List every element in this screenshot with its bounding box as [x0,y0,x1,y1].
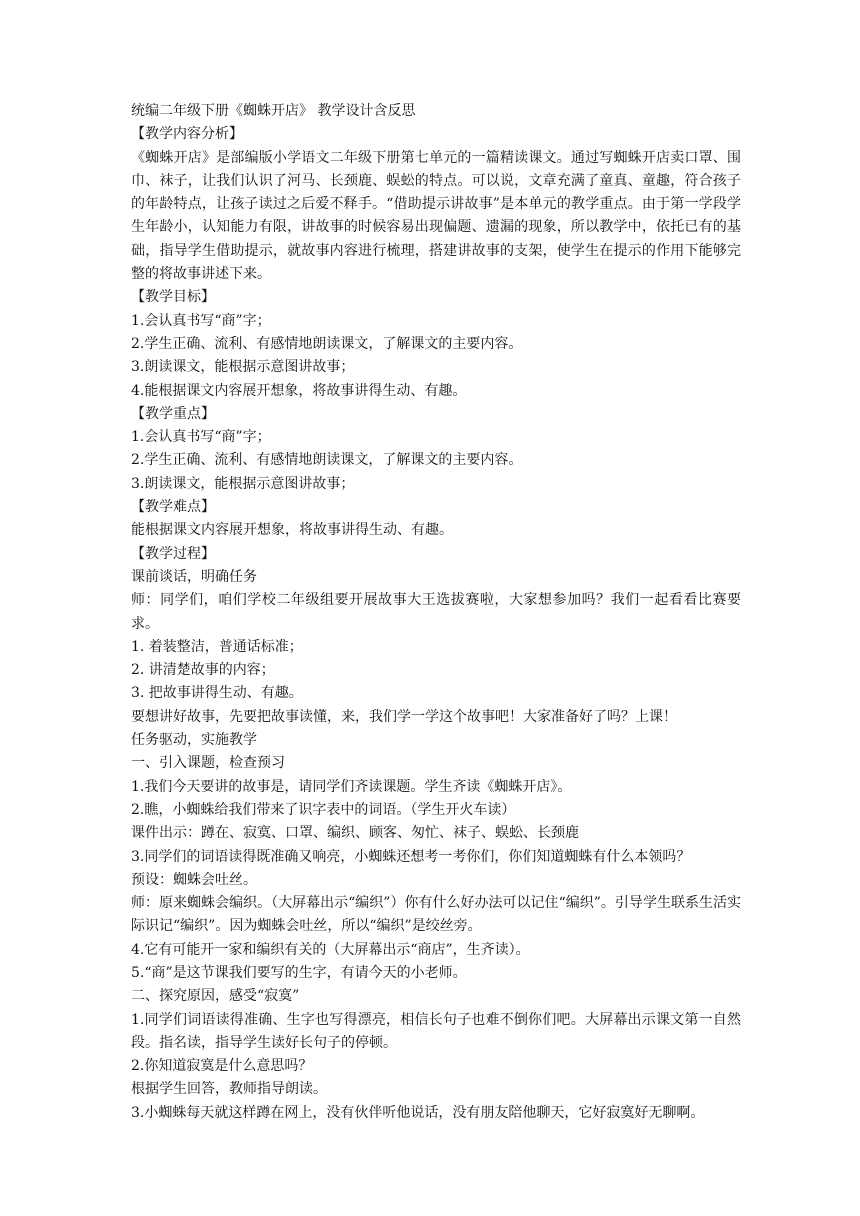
process-line: 4.它有可能开一家和编织有关的（大屏幕出示“商店”，生齐读）。 [131,941,530,958]
process-line: 一、引入课题，检查预习 [131,755,285,772]
key-point-item: 3.朗读课文，能根据示意图讲故事； [131,475,355,492]
process-line: 1. 着装整洁，普通话标准； [131,638,303,655]
key-point-item: 1.会认真书写“商”字； [131,429,271,446]
document-title: 统编二年级下册《蜘蛛开店》 教学设计含反思 [131,103,416,119]
process-line: 任务驱动，实施教学 [131,732,257,749]
process-line: 预设：蜘蛛会吐丝。 [131,871,257,888]
content-analysis-paragraph: 《蜘蛛开店》是部编版小学语文二年级下册第七单元的一篇精读课文。通过写蜘蛛开店卖口罩、围巾、袜子，让我们认识了河马、长颈鹿、蜈蚣的特点。可以说，文章充满了童真、童趣，符合孩子的年龄特点，让孩子读过之后爱不释手。“借助提示讲故事”是本单元的教学重点。由于第一学段学生年龄小，认知能力有限，讲故事的时候容易出现偏题、遗漏的现象，所以教学中，依托已有的基础，指导学生借助提示，就故事内容进行梳理，搭建讲故事的支架，使学生在提示的作用下能够完整的将故事讲述下来。 [131,149,741,283]
process-line: 1.我们今天要讲的故事是，请同学们齐读课题。学生齐读《蜘蛛开店》。 [131,778,572,795]
section-heading-key-points: 【教学重点】 [131,405,215,422]
document-page [131,100,741,1125]
process-line: 3. 把故事讲得生动、有趣。 [131,685,303,702]
process-line: 3.同学们的词语读得既准确又响亮，小蜘蛛还想考一考你们，你们知道蜘蛛有什么本领吗？ [131,848,691,865]
process-line: 要想讲好故事，先要把故事读懂，来，我们学一学这个故事吧！大家准备好了吗？上课！ [131,708,677,725]
process-line: 师：同学们，咱们学校二年级组要开展故事大王选拔赛啦，大家想参加吗？我们一起看看比赛要求。 [131,592,741,632]
goal-item: 2.学生正确、流利、有感情地朗读课文，了解课文的主要内容。 [131,335,523,352]
goal-item: 3.朗读课文，能根据示意图讲故事； [131,359,355,376]
process-line: 根据学生回答，教师指导朗读。 [131,1081,327,1098]
difficulty-text: 能根据课文内容展开想象，将故事讲得生动、有趣。 [131,522,453,539]
process-line: 1.同学们词语读得准确、生字也写得漂亮，相信长句子也难不倒你们吧。大屏幕出示课文第一自然段。指名读，指导学生读好长句子的停顿。 [131,1011,741,1051]
goal-item: 1.会认真书写“商”字； [131,312,271,329]
process-line: 课件出示：蹲在、寂寞、口罩、编织、顾客、匆忙、袜子、蜈蚣、长颈鹿 [131,825,579,842]
process-line: 2. 讲清楚故事的内容； [131,662,275,679]
process-line: 师：原来蜘蛛会编织。（大屏幕出示“编织”）你有什么好办法可以记住“编织”。引导学生联系生活实际识记“编织”。因为蜘蛛会吐丝，所以“编织”是绞丝旁。 [131,895,741,935]
process-line: 5.“商”是这节课我们要写的生字，有请今天的小老师。 [131,964,467,981]
key-point-item: 2.学生正确、流利、有感情地朗读课文，了解课文的主要内容。 [131,452,523,469]
section-heading-content-analysis: 【教学内容分析】 [131,126,243,143]
process-line: 3.小蜘蛛每天就这样蹲在网上，没有伙伴听他说话，没有朋友陪他聊天，它好寂寞好无聊啊。 [131,1104,705,1121]
section-heading-difficulties: 【教学难点】 [131,499,215,516]
process-line: 课前谈话，明确任务 [131,568,257,585]
section-heading-goals: 【教学目标】 [131,289,215,306]
process-line: 二、探究原因，感受“寂寞” [131,988,300,1005]
section-heading-process: 【教学过程】 [131,545,215,562]
goal-item: 4.能根据课文内容展开想象，将故事讲得生动、有趣。 [131,382,467,399]
process-line: 2.你知道寂寞是什么意思吗？ [131,1058,313,1075]
process-line: 2.瞧，小蜘蛛给我们带来了识字表中的词语。（学生开火车读） [131,801,516,818]
